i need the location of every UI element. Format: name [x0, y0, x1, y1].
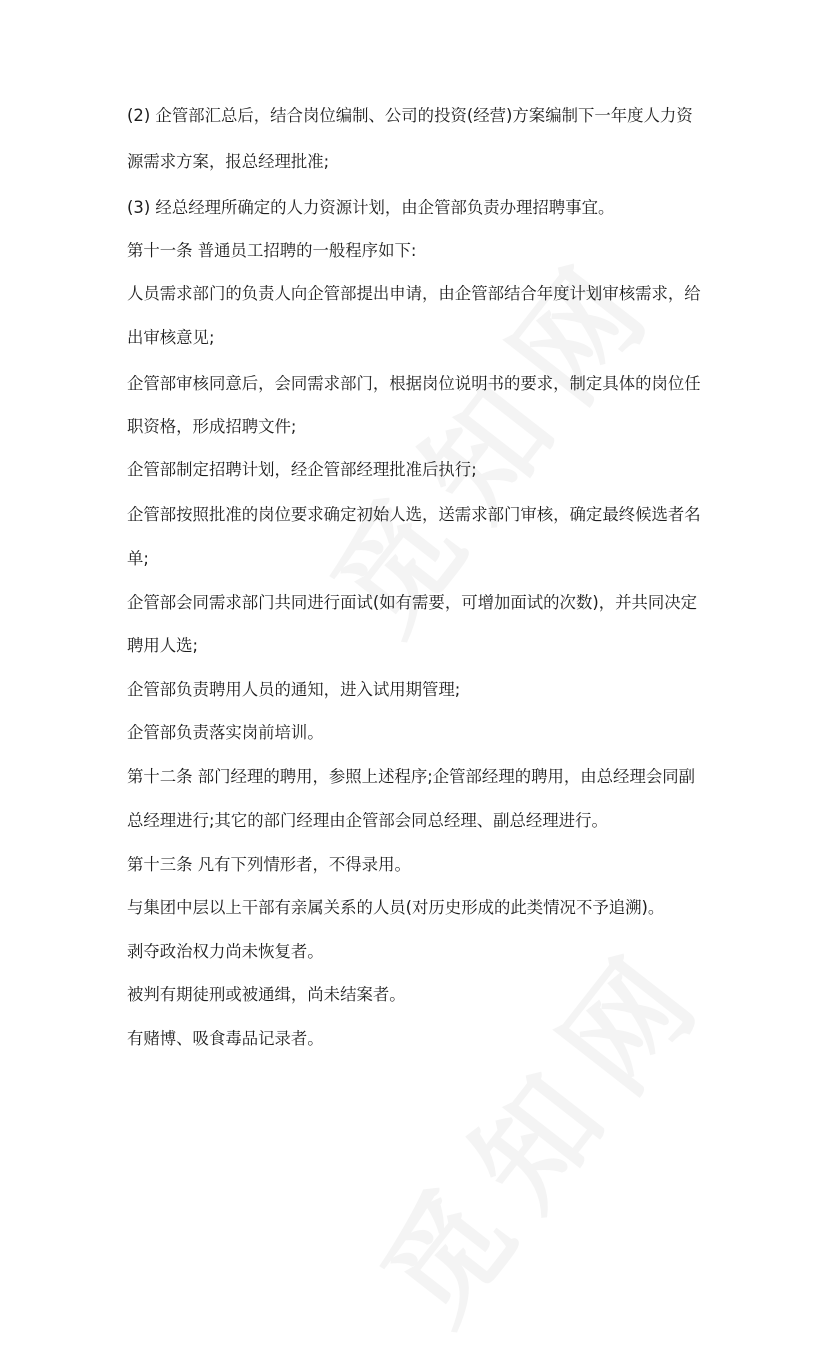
paragraph-line: (3) 经总经理所确定的人力资源计划，由企管部负责办理招聘事宜。 — [127, 198, 615, 217]
paragraph-line: 企管部负责聘用人员的通知，进入试用期管理; — [127, 680, 461, 699]
paragraph-line: 企管部审核同意后，会同需求部门，根据岗位说明书的要求，制定具体的岗位任 — [127, 374, 701, 393]
paragraph-line: 人员需求部门的负责人向企管部提出申请，由企管部结合年度计划审核需求，给 — [127, 284, 701, 303]
paragraph-line: 职资格，形成招聘文件; — [127, 417, 297, 436]
paragraph-line: 有赌博、吸食毒品记录者。 — [127, 1029, 324, 1048]
paragraph-line: (2) 企管部汇总后，结合岗位编制、公司的投资(经营)方案编制下一年度人力资 — [127, 106, 693, 125]
paragraph-line: 被判有期徒刑或被通缉，尚未结案者。 — [127, 985, 406, 1004]
paragraph-line: 源需求方案，报总经理批准; — [127, 152, 330, 171]
paragraph-line: 出审核意见; — [127, 328, 215, 347]
article-heading-line: 第十三条 凡有下列情形者，不得录用。 — [127, 855, 411, 874]
article-heading-line: 第十二条 部门经理的聘用，参照上述程序;企管部经理的聘用，由总经理会同副 — [127, 767, 696, 786]
paragraph-line: 剥夺政治权力尚未恢复者。 — [127, 942, 324, 961]
paragraph-line: 企管部按照批准的岗位要求确定初始人选，送需求部门审核，确定最终候选者名 — [127, 505, 701, 524]
paragraph-line: 与集团中层以上干部有亲属关系的人员(对历史形成的此类情况不予追溯)。 — [127, 898, 665, 917]
paragraph-line: 企管部负责落实岗前培训。 — [127, 723, 324, 742]
paragraph-line: 企管部会同需求部门共同进行面试(如有需要，可增加面试的次数)，并共同决定 — [127, 593, 698, 612]
paragraph-line: 单; — [127, 549, 149, 568]
paragraph-line: 聘用人选; — [127, 636, 199, 655]
article-heading-line: 第十一条 普通员工招聘的一般程序如下: — [127, 241, 417, 260]
watermark — [336, 900, 741, 1351]
paragraph-line: 总经理进行;其它的部门经理由企管部会同总经理、副总经理进行。 — [127, 811, 608, 830]
paragraph-line: 企管部制定招聘计划，经企管部经理批准后执行; — [127, 460, 477, 479]
